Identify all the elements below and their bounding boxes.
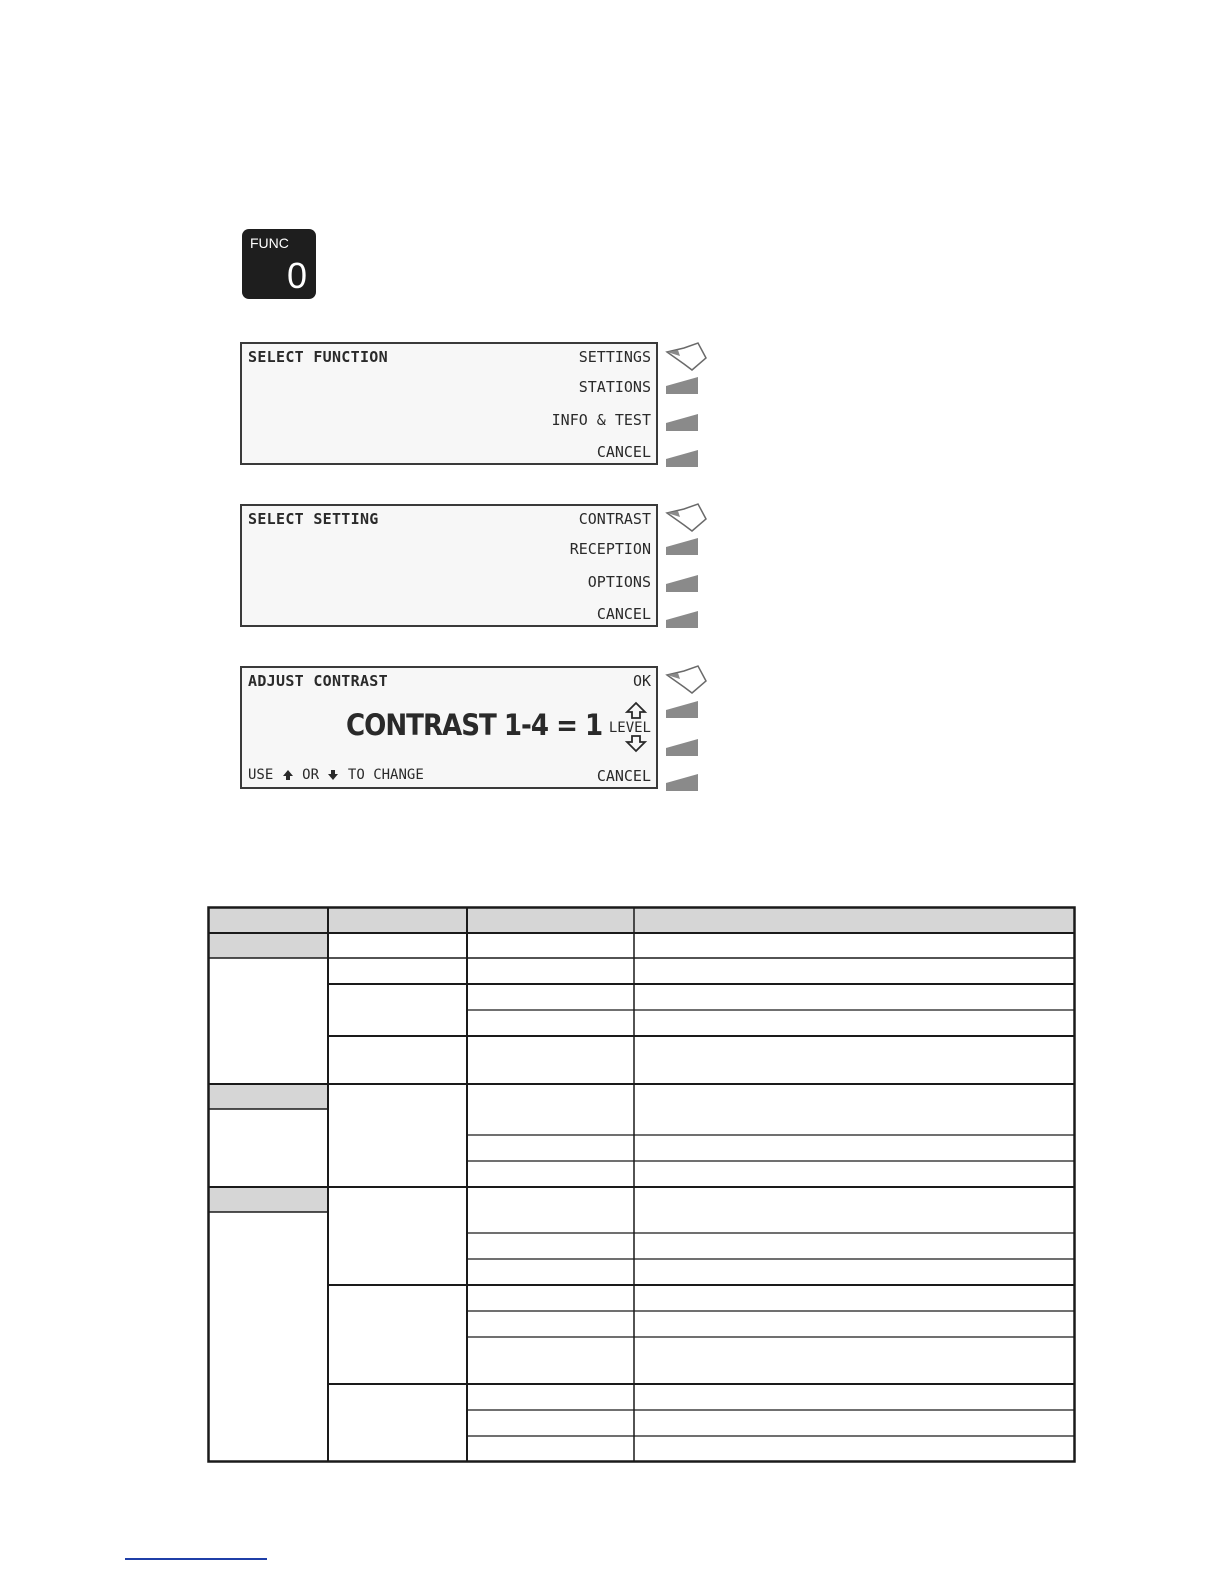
category-cell-3 xyxy=(208,1187,328,1212)
footer-link-rule xyxy=(125,1558,267,1560)
category-cell-2 xyxy=(208,1084,328,1109)
up-arrow-icon xyxy=(282,769,294,781)
menu-table-grid xyxy=(207,906,1077,1466)
softkey-icon[interactable] xyxy=(664,696,708,730)
func-key-label: FUNC xyxy=(250,235,289,251)
hint-use: USE xyxy=(248,767,274,783)
contrast-value-readout: CONTRAST 1-4 = 1 xyxy=(346,708,603,742)
lcd-option-options: OPTIONS xyxy=(587,573,651,591)
lcd-title: SELECT FUNCTION xyxy=(248,348,388,366)
func-key[interactable] xyxy=(242,229,316,299)
lcd-title: ADJUST CONTRAST xyxy=(248,672,388,690)
softkey-icon[interactable] xyxy=(664,603,708,637)
softkey-pressed-icon[interactable] xyxy=(664,663,708,697)
contrast-hint xyxy=(248,767,424,783)
lcd-title: SELECT SETTING xyxy=(248,510,379,528)
softkey-icon[interactable] xyxy=(664,567,708,601)
func-key-digit: 0 xyxy=(286,255,307,296)
lcd-option-contrast: CONTRAST xyxy=(578,510,651,528)
hint-or: OR xyxy=(302,767,320,783)
lcd-select-setting xyxy=(240,504,658,627)
category-cell-1 xyxy=(208,933,328,958)
lcd-option-settings: SETTINGS xyxy=(578,348,651,366)
lcd-option-cancel: CANCEL xyxy=(596,767,651,785)
level-label: LEVEL xyxy=(608,720,651,736)
softkey-icon[interactable] xyxy=(664,766,708,800)
down-arrow-icon xyxy=(327,769,339,781)
lcd-option-cancel: CANCEL xyxy=(596,443,651,461)
softkey-icon[interactable] xyxy=(664,533,708,567)
menu-structure-table xyxy=(207,906,1077,1466)
softkey-icon[interactable] xyxy=(664,372,708,406)
lcd-select-function xyxy=(240,342,658,465)
softkey-icon[interactable] xyxy=(664,406,708,440)
lcd-adjust-contrast xyxy=(240,666,658,789)
lcd-option-cancel: CANCEL xyxy=(596,605,651,623)
lcd-option-reception: RECEPTION xyxy=(569,540,651,558)
hint-tail: TO CHANGE xyxy=(347,767,424,783)
table-header-row xyxy=(208,907,1075,933)
lcd-option-info-test: INFO & TEST xyxy=(551,411,651,429)
lcd-option-stations: STATIONS xyxy=(578,378,651,396)
softkey-icon[interactable] xyxy=(664,442,708,476)
softkey-icon[interactable] xyxy=(664,731,708,765)
softkey-pressed-icon[interactable] xyxy=(664,340,708,374)
softkey-pressed-icon[interactable] xyxy=(664,501,708,535)
level-control xyxy=(591,700,651,756)
lcd-option-ok: OK xyxy=(632,672,651,690)
